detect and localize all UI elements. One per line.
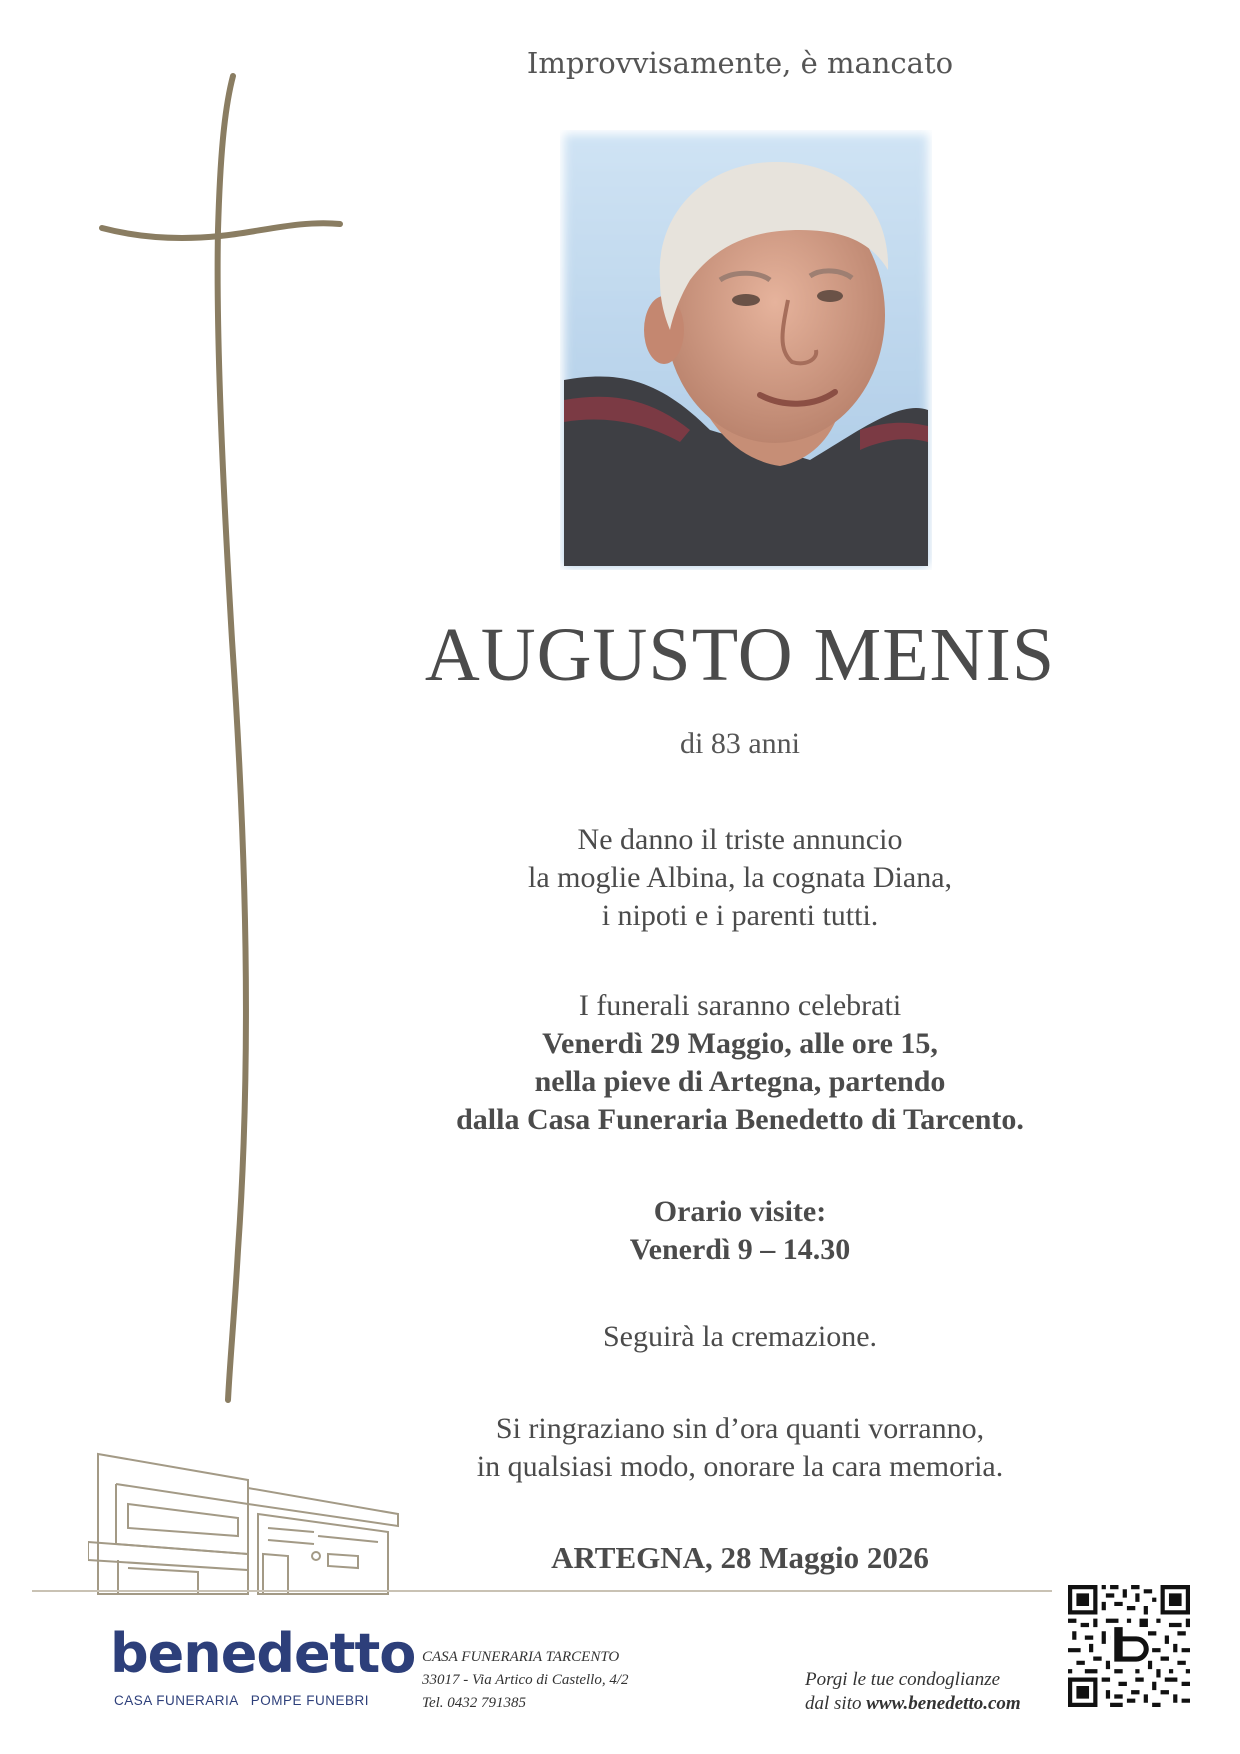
condolences-line: Porgi le tue condoglianze xyxy=(805,1669,1001,1690)
visits-block xyxy=(400,1193,1080,1269)
funeral-block xyxy=(400,987,1080,1139)
announcement-line: la moglie Albina, la cognata Diana, xyxy=(527,861,953,894)
announcement-line: Ne danno il triste annuncio xyxy=(577,823,903,856)
announcement-block xyxy=(400,821,1080,935)
thanks-line: Si ringraziano sin d’ora quanti vorranno, xyxy=(495,1412,985,1445)
footer-divider xyxy=(32,1590,1052,1592)
condolences-note xyxy=(805,1668,1021,1716)
thanks-block xyxy=(400,1410,1080,1486)
funeral-home-address xyxy=(422,1646,629,1715)
funeral-detail: nella pieve di Artegna, partendo xyxy=(534,1065,946,1098)
brand-tagline: CASA FUNERARIA POMPE FUNEBRI xyxy=(114,1693,370,1708)
condolences-line xyxy=(805,1692,1021,1716)
cross-decoration xyxy=(0,0,400,1420)
visits-hours: Venerdì 9 – 14.30 xyxy=(629,1233,851,1266)
thanks-line: in qualsiasi modo, onorare la cara memoria. xyxy=(476,1450,1004,1483)
condolences-prefix: dal sito xyxy=(805,1693,867,1714)
portrait-photo xyxy=(560,130,932,570)
address-line: CASA FUNERARIA TARCENTO xyxy=(422,1649,620,1665)
funeral-intro: I funerali saranno celebrati xyxy=(578,989,902,1022)
visits-title: Orario visite: xyxy=(653,1195,827,1228)
deceased-name: AUGUSTO MENIS xyxy=(424,613,1056,697)
intro-text: Improvvisamente, è mancato xyxy=(526,46,954,80)
address-line: 33017 - Via Artico di Castello, 4/2 xyxy=(422,1672,629,1688)
funeral-detail: dalla Casa Funeraria Benedetto di Tarcento. xyxy=(456,1103,1024,1136)
deceased-age: di 83 anni xyxy=(680,727,800,760)
announcement-line: i nipoti e i parenti tutti. xyxy=(601,899,879,932)
address-line: Tel. 0432 791385 xyxy=(422,1695,527,1711)
funeral-detail: Venerdì 29 Maggio, alle ore 15, xyxy=(542,1027,938,1060)
cremation-note: Seguirà la cremazione. xyxy=(602,1320,878,1353)
brand-logo: benedetto xyxy=(110,1622,416,1685)
website-link[interactable]: www.benedetto.com xyxy=(866,1693,1021,1714)
building-illustration xyxy=(88,1444,408,1604)
place-date: ARTEGNA, 28 Maggio 2026 xyxy=(551,1540,929,1575)
qr-code-icon[interactable] xyxy=(1068,1585,1190,1707)
